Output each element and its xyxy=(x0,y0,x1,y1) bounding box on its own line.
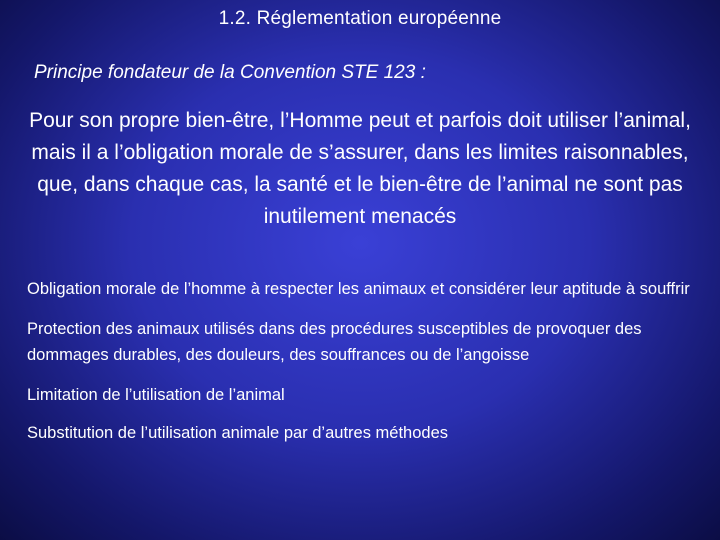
bullet-item: Obligation morale de l’homme à respecter les animaux et considérer leur aptitude à souffrir xyxy=(27,280,690,298)
slide-subtitle: Principe fondateur de la Convention STE 123 : xyxy=(34,62,426,83)
bullet-item: Protection des animaux utilisés dans des procédures susceptibles de provoquer des dommages durables, des douleurs, des souffrances ou de l’angoisse xyxy=(27,320,642,364)
slide-title: 1.2. Réglementation européenne xyxy=(218,8,502,29)
bullet-item: Substitution de l’utilisation animale par d’autres méthodes xyxy=(27,424,448,442)
principle-quote: Pour son propre bien-être, l’Homme peut et parfois doit utiliser l’animal, mais il a l’obligation morale de s’assurer, dans les limites raisonnables, que, dans chaque cas, la santé et le bien-être de l’animal ne sont pas inutilement menacés xyxy=(29,109,691,228)
bullet-list xyxy=(27,276,697,460)
bullet-item: Limitation de l’utilisation de l’animal xyxy=(27,386,285,404)
